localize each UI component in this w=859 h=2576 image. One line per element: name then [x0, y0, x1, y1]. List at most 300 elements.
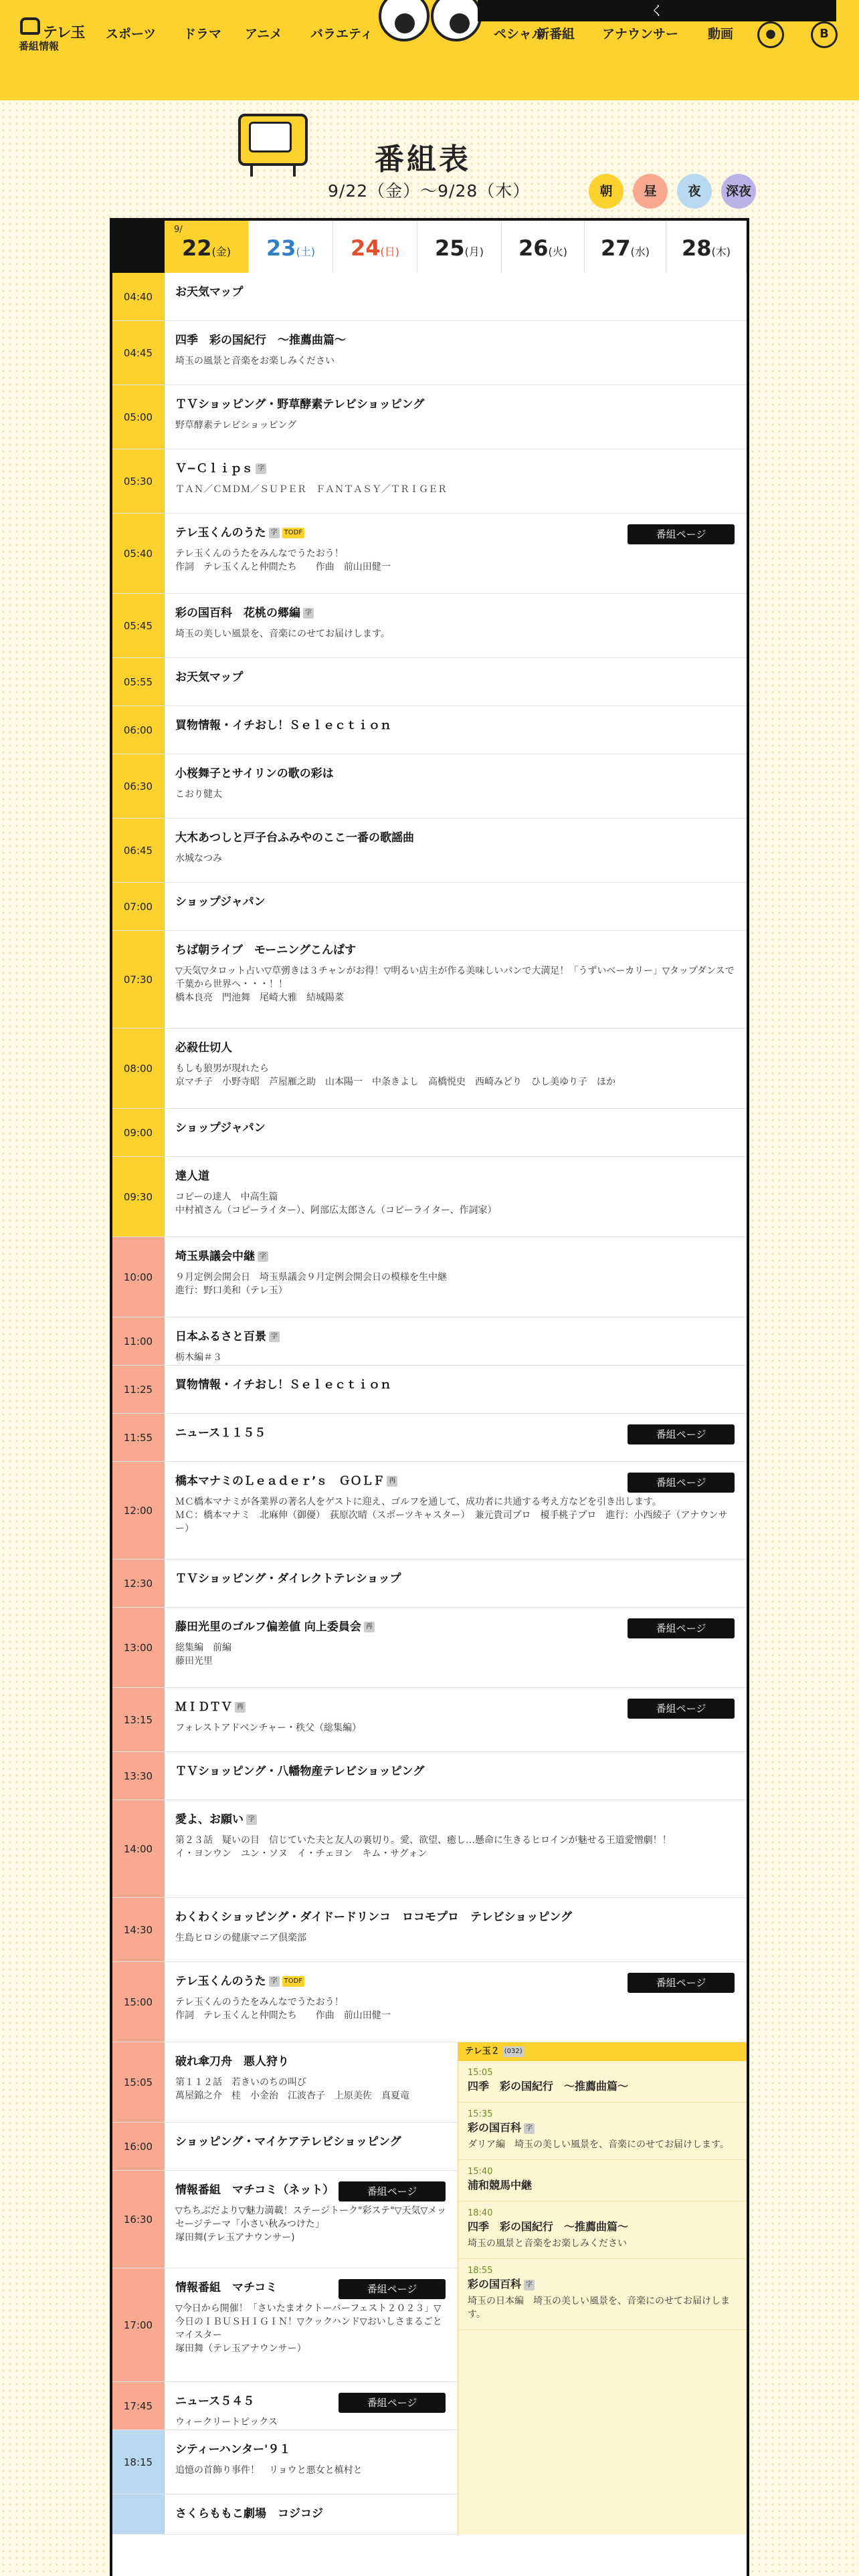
time-slot: 14:00 — [112, 1800, 165, 1897]
tele2-program[interactable] — [458, 2259, 747, 2330]
program-row — [112, 706, 747, 754]
program-detail: 京マチ子 小野寺昭 芦屋雁之助 山本陽一 中条きよし 高橋悦史 西崎みどり ひし美ゆり子 ほか — [175, 1077, 615, 1087]
program-cell[interactable] — [165, 2494, 458, 2534]
program-title[interactable] — [175, 2135, 447, 2149]
time-slot: 09:00 — [112, 1109, 165, 1156]
tele2-title — [468, 2121, 737, 2135]
time-slot: 18:15 — [112, 2430, 165, 2494]
tele2-title — [468, 2277, 737, 2292]
program-title[interactable] — [175, 766, 736, 781]
tele2-channel-badge: (032) — [502, 2046, 524, 2057]
program-row — [112, 2171, 458, 2268]
program-title[interactable] — [175, 1329, 736, 1344]
tele2-title-text: 四季 彩の国紀行 〜推薦曲篇〜 — [468, 2220, 629, 2233]
program-cell[interactable] — [165, 1317, 747, 1365]
program-row — [112, 2430, 458, 2494]
day-label — [249, 235, 332, 261]
b-icon[interactable]: B — [811, 21, 838, 48]
program-page-button[interactable]: 番組ページ — [628, 1424, 735, 1444]
day-tab-26[interactable] — [502, 221, 585, 273]
program-detail: 埼玉の美しい風景を、音楽にのせてお届けします。 — [175, 629, 390, 639]
program-detail: 第２３話 疑いの目 信じていた夫と友人の裏切り。愛、欲望、癒し…懸命に生きるヒロインが魅せる王道愛憎劇！！ — [175, 1835, 672, 1846]
nav-new-programs[interactable]: 新番組 — [537, 27, 575, 41]
time-slot: 06:30 — [112, 754, 165, 818]
program-row — [112, 2268, 458, 2382]
program-detail: 追憶の首飾り事件！ リョウと悪女と槙村と — [175, 2465, 363, 2476]
program-row — [112, 1688, 747, 1752]
program-title-text: 大木あつしと戸子台ふみやのここ一番の歌謡曲 — [175, 831, 414, 845]
caption-badge: 字 — [258, 1251, 268, 1262]
program-title[interactable] — [175, 1249, 736, 1264]
program-title[interactable] — [175, 285, 736, 300]
time-slot: 10:00 — [112, 1237, 165, 1317]
program-cell[interactable] — [165, 321, 747, 385]
caption-badge: 字 — [524, 2280, 535, 2290]
program-row — [112, 754, 747, 819]
tele2-program[interactable] — [458, 2103, 747, 2160]
time-slot — [112, 2494, 165, 2534]
day-header-corner — [112, 221, 165, 273]
time-slot: 12:00 — [112, 1462, 165, 1559]
time-slot: 08:00 — [112, 1029, 165, 1108]
program-detail: テレ玉くんのうたをみんなでうたおう！ — [175, 1997, 344, 2008]
tele2-header — [458, 2042, 747, 2061]
day-date: 25 — [434, 235, 465, 261]
time-slot: 06:00 — [112, 706, 165, 754]
logo-subtitle: 番組情報 — [19, 40, 60, 52]
program-detail: 萬屋錦之介 桂 小金治 江波杏子 上原美佐 真夏竜 — [175, 2090, 409, 2101]
day-tab-28[interactable] — [666, 221, 747, 273]
time-slot: 06:45 — [112, 819, 165, 882]
day-tab-23[interactable] — [249, 221, 333, 273]
nav-announcers[interactable]: アナウンサー — [602, 27, 679, 41]
nav-sports[interactable]: スポーツ — [106, 27, 157, 41]
program-row — [112, 321, 747, 385]
program-cell[interactable] — [165, 819, 747, 882]
program-page-button[interactable]: 番組ページ — [628, 524, 735, 544]
program-title-text: 買物情報・イチおし！Ｓｅｌｅｃｔｉｏｎ — [175, 719, 391, 732]
program-title[interactable] — [175, 943, 736, 958]
time-slot: 04:45 — [112, 321, 165, 385]
tele2-title-text: 彩の国百科 — [468, 2121, 522, 2134]
tele2-program[interactable] — [458, 2160, 747, 2202]
day-of-week: (金) — [211, 245, 231, 258]
program-cell[interactable] — [165, 514, 747, 593]
time-slot: 05:55 — [112, 658, 165, 706]
program-title-text: ニュース１１５５ — [175, 1426, 266, 1440]
program-title[interactable] — [175, 1812, 736, 1827]
time-slot: 11:00 — [112, 1317, 165, 1365]
user-icon[interactable]: ● — [757, 21, 784, 48]
program-title-text: 破れ傘刀舟 悪人狩り — [175, 2055, 289, 2068]
program-cell[interactable] — [165, 449, 747, 513]
program-cell[interactable] — [165, 1462, 747, 1559]
caption-badge: 字 — [246, 1814, 257, 1825]
program-cell[interactable] — [165, 883, 747, 930]
program-title[interactable] — [175, 606, 736, 621]
tele2-channel-panel — [458, 2042, 747, 2535]
program-cell[interactable] — [165, 706, 747, 754]
tele2-time: 15:40 — [468, 2167, 493, 2177]
program-title-text: ＴＶショッピング・野草酵素テレビショッピング — [175, 398, 425, 411]
time-slot: 09:30 — [112, 1157, 165, 1237]
program-detail: イ・ヨンウン ユン・ソヌ イ・チェヨン キム・サグォン — [175, 1848, 427, 1859]
day-date: 22 — [181, 235, 212, 261]
tele2-title-text: 浦和競馬中継 — [468, 2179, 533, 2191]
program-detail: ＭＣ橋本マナミが各業界の著名人をゲストに迎え、ゴルフを通して、成功者に共通する考え方などを引き出します。 — [175, 1497, 662, 1507]
program-row — [112, 819, 747, 883]
program-title-text: テレ玉くんのうた — [175, 1975, 266, 1988]
program-detail: 塚田舞（テレ玉アナウンサー） — [175, 2343, 306, 2354]
caption-badge: 再 — [364, 1622, 375, 1632]
program-detail: 第１１２話 若きいのちの叫び — [175, 2077, 306, 2088]
nav-videos[interactable]: 動画 — [708, 27, 734, 41]
time-slot: 12:30 — [112, 1560, 165, 1607]
program-title-text: ＭＩＤＴＶ — [175, 1701, 232, 1714]
nav-anime[interactable]: アニメ — [245, 27, 283, 41]
program-detail: テレ玉くんのうたをみんなでうたおう！ — [175, 548, 344, 559]
program-row — [112, 1560, 747, 1608]
program-title-text: 埼玉県議会中継 — [175, 1250, 255, 1263]
program-row — [112, 385, 747, 449]
program-page-button[interactable]: 番組ページ — [339, 2279, 446, 2299]
day-of-week: (木) — [711, 245, 731, 258]
program-title[interactable] — [175, 1169, 736, 1184]
program-title-text: 必殺仕切人 — [175, 1041, 232, 1055]
program-title-text: テレ玉くんのうた — [175, 526, 266, 540]
tele2-time: 15:05 — [468, 2068, 493, 2078]
day-date: 24 — [350, 235, 381, 261]
tele2-program[interactable] — [458, 2061, 747, 2103]
day-label — [585, 235, 666, 261]
program-detail: もしも狼男が現れたら — [175, 1063, 269, 1074]
time-slot: 05:30 — [112, 449, 165, 513]
program-cell[interactable] — [165, 1752, 747, 1800]
tele2-desc: 埼玉の日本編 埼玉の美しい風景を、音楽にのせてお届けします。 — [468, 2296, 730, 2320]
tele2-title-text: 四季 彩の国紀行 〜推薦曲篇〜 — [468, 2080, 629, 2092]
day-tab-27[interactable] — [585, 221, 666, 273]
program-title-text: 小桜舞子とサイリンの歌の彩は — [175, 767, 334, 780]
tele2-time: 18:55 — [468, 2266, 493, 2276]
program-title-text: 愛よ、お願い — [175, 1813, 244, 1826]
program-title-text: ショップジャパン — [175, 895, 266, 909]
program-detail: ▽ちちぶだより▽魅力満載！ステージトーク"彩ステ"▽天気▽メッセージテーマ「小さい秋みつけた」 — [175, 2206, 447, 2230]
caption-badge: 再 — [235, 1702, 246, 1713]
program-row — [112, 1157, 747, 1237]
caption-badge: 字 — [269, 1976, 280, 1987]
day-date: 23 — [266, 235, 296, 261]
program-detail: 塚田舞(テレ玉アナウンサー) — [175, 2232, 295, 2243]
day-label — [417, 235, 501, 261]
program-cell[interactable] — [165, 1414, 747, 1461]
time-slot: 15:05 — [112, 2042, 165, 2122]
program-title-text: 情報番組 マチコミ — [175, 2281, 278, 2294]
program-detail: コピーの達人 中高生篇 — [175, 1192, 278, 1202]
program-row — [112, 1800, 747, 1898]
program-title-text: 日本ふるさと百景 — [175, 1330, 266, 1344]
program-title-text: ちば朝ライブ モーニングこんぱす — [175, 944, 356, 957]
header-banner[interactable] — [478, 0, 836, 21]
program-title[interactable] — [175, 1041, 736, 1055]
program-cell[interactable] — [165, 1608, 747, 1687]
program-title[interactable] — [175, 1572, 736, 1586]
caption-badge: 字 — [269, 528, 280, 538]
program-title-text: 四季 彩の国紀行 〜推薦曲篇〜 — [175, 334, 346, 347]
time-slot: 07:30 — [112, 931, 165, 1028]
program-title-text: Ｖ−Ｃｌｉｐｓ — [175, 462, 254, 475]
day-label — [666, 235, 746, 261]
program-row — [112, 1608, 747, 1688]
program-page-button[interactable]: 番組ページ — [628, 1473, 735, 1493]
program-row — [112, 2123, 458, 2171]
day-month: 9/ — [174, 225, 183, 235]
program-title[interactable] — [175, 831, 736, 845]
program-cell[interactable] — [165, 594, 747, 657]
program-detail: ▽天気▽タロット占い▽草彅きは３チャンがお得！▽明るい店主が作る美味しいパンで大満足！「うずいベーカリー」▽タップダンスで千葉から世界へ・・・！！ — [175, 966, 735, 990]
program-cell[interactable] — [165, 2430, 458, 2494]
program-row — [112, 1898, 747, 1962]
program-row — [112, 1029, 747, 1109]
tele2-title — [468, 2079, 737, 2094]
day-of-week: (火) — [548, 245, 568, 258]
caption-badge: 再 — [387, 1476, 397, 1487]
tv-logo-icon — [20, 17, 40, 35]
time-slot: 13:30 — [112, 1752, 165, 1800]
program-title-text: お天気マップ — [175, 671, 244, 684]
tv-mascot-icon — [238, 114, 312, 178]
day-of-week: (月) — [464, 245, 484, 258]
filter-night-button[interactable]: 夜 — [677, 174, 712, 209]
program-detail: ＴＡＮ／ＣＭＤＭ／ＳＵＰＥＲ ＦＡＮＴＡＳＹ／ＴＲＩＧＥＲ — [175, 484, 447, 495]
program-title[interactable] — [175, 2506, 447, 2521]
day-of-week: (日) — [380, 245, 400, 258]
time-slot: 15:00 — [112, 1962, 165, 2042]
time-slot: 05:40 — [112, 514, 165, 593]
tele2-desc: 埼玉の風景と音楽をお楽しみください — [468, 2238, 627, 2249]
nav-variety[interactable]: バラエティ — [310, 27, 373, 41]
logo-text: テレ玉 — [43, 25, 85, 41]
program-detail: 生島ヒロシの健康マニア倶楽部 — [175, 1933, 306, 1943]
program-row — [112, 594, 747, 658]
program-cell[interactable] — [165, 1366, 747, 1413]
day-date: 26 — [518, 235, 549, 261]
program-title-text: 橋本マナミのＬｅａｄｅｒ’ｓ ＧＯＬＦ — [175, 1475, 385, 1488]
time-slot: 05:45 — [112, 594, 165, 657]
program-row — [112, 449, 747, 514]
program-title[interactable] — [175, 2442, 447, 2457]
day-tab-25[interactable] — [417, 221, 502, 273]
program-row — [112, 883, 747, 931]
site-header — [0, 0, 859, 100]
program-title-text: ＴＶショッピング・八幡物産テレビショッピング — [175, 1765, 425, 1778]
program-detail: ウィークリートピックス — [175, 2417, 278, 2428]
program-detail: 作詞 テレ玉くんと仲間たち 作曲 前山田健一 — [175, 2010, 391, 2021]
time-slot: 16:00 — [112, 2123, 165, 2170]
program-cell[interactable] — [165, 1109, 747, 1156]
program-row — [112, 658, 747, 706]
program-row — [112, 931, 747, 1029]
program-detail: フォレストアドベンチャー・秩父（総集編） — [175, 1723, 362, 1733]
tele2-title — [468, 2178, 737, 2193]
program-title-text: 買物情報・イチおし！Ｓｅｌｅｃｔｉｏｎ — [175, 1378, 391, 1392]
program-row — [112, 1366, 747, 1414]
program-title-text: ニュース５４５ — [175, 2395, 255, 2408]
program-cell[interactable] — [165, 1898, 747, 1961]
day-label — [333, 235, 417, 261]
time-slot: 05:00 — [112, 385, 165, 449]
program-detail: 藤田光里 — [175, 1656, 213, 1667]
program-row — [112, 1414, 747, 1462]
program-detail: 野草酵素テレビショッピング — [175, 420, 297, 431]
time-slot: 13:00 — [112, 1608, 165, 1687]
program-detail: ＭＣ：橋本マナミ 北麻伸（御優） 荻原次晴（スポーツキャスター） 兼元貴司プロ 榎手桃子プロ 進行：小西綾子（アナウンサー） — [175, 1510, 728, 1534]
program-row — [112, 2042, 458, 2123]
program-schedule — [110, 218, 749, 2576]
program-detail: 水城なつみ — [175, 853, 222, 864]
program-detail: ９月定例会開会日 埼玉県議会９月定例会開会日の模様を生中継 — [175, 1272, 447, 1283]
caption-badge: 字 — [524, 2123, 535, 2134]
tele2-title-text: 彩の国百科 — [468, 2278, 522, 2290]
filter-morning-button[interactable]: 朝 — [589, 174, 624, 209]
program-cell[interactable] — [165, 2042, 458, 2122]
program-title-text: ＴＶショッピング・ダイレクトテレショップ — [175, 1572, 401, 1586]
program-detail: 作詞 テレ玉くんと仲間たち 作曲 前山田健一 — [175, 562, 391, 572]
program-title-text: ショップジャパン — [175, 1121, 266, 1135]
program-detail: 中村禎さん（コピーライター）、阿部広太郎さん（コピーライター、作詞家） — [175, 1205, 497, 1216]
page-title: 番組表 — [375, 142, 471, 177]
program-title[interactable] — [175, 670, 736, 685]
program-title-text: シティーハンター'９１ — [175, 2443, 291, 2456]
program-cell[interactable] — [165, 1237, 747, 1317]
program-cell[interactable] — [165, 2171, 458, 2268]
program-cell[interactable] — [165, 1800, 747, 1897]
tele2-program[interactable] — [458, 2202, 747, 2259]
time-slot: 13:15 — [112, 1688, 165, 1751]
program-title[interactable] — [175, 333, 736, 348]
program-cell[interactable] — [165, 2123, 458, 2170]
time-slot: 11:25 — [112, 1366, 165, 1413]
program-page-button[interactable]: 番組ページ — [628, 1973, 735, 1993]
program-title[interactable] — [175, 1910, 736, 1925]
tele2-name: テレ玉２ — [465, 2046, 500, 2056]
program-detail: 埼玉の風景と音楽をお楽しみください — [175, 356, 335, 366]
program-title[interactable] — [175, 895, 736, 909]
time-slot: 04:40 — [112, 273, 165, 320]
program-title[interactable] — [175, 2054, 447, 2069]
day-tab-22[interactable] — [165, 221, 249, 273]
program-detail: 総集編 前編 — [175, 1642, 231, 1653]
program-row — [112, 514, 747, 594]
filter-daytime-button[interactable]: 昼 — [633, 174, 668, 209]
todf-badge: TODF — [282, 528, 304, 538]
time-slot: 14:30 — [112, 1898, 165, 1961]
time-slot: 07:00 — [112, 883, 165, 930]
program-detail: 栃木編＃３ — [175, 1352, 222, 1363]
time-slot: 17:00 — [112, 2268, 165, 2381]
program-title-text: お天気マップ — [175, 286, 244, 299]
program-cell[interactable] — [165, 2268, 458, 2381]
tele2-time: 15:35 — [468, 2109, 493, 2119]
program-row — [112, 1462, 747, 1560]
program-title-text: 藤田光里のゴルフ偏差値 向上委員会 — [175, 1620, 361, 1634]
program-row — [112, 2494, 458, 2535]
program-detail: ▽今日から開催！「さいたまオクトーバーフェスト２０２３」▽今日のＩＢＵＳＨＩＧＩＮ！▽クックハンド▽おいしさまるごとマイスター — [175, 2303, 442, 2341]
program-title-text: わくわくショッピング・ダイドードリンコ ロコモプロ テレビショッピング — [175, 1911, 572, 1924]
program-cell[interactable] — [165, 1560, 747, 1607]
day-tab-24[interactable] — [333, 221, 417, 273]
program-title-text: 彩の国百科 花桃の郷編 — [175, 607, 300, 620]
program-row — [112, 1752, 747, 1800]
day-label — [502, 235, 584, 261]
program-cell[interactable] — [165, 1029, 747, 1108]
tele-tama-logo[interactable] — [16, 12, 90, 52]
program-row — [112, 2382, 458, 2430]
day-date: 27 — [600, 235, 631, 261]
program-cell[interactable] — [165, 1157, 747, 1237]
program-title[interactable] — [175, 461, 736, 476]
program-detail: こおり健太 — [175, 789, 222, 800]
program-cell[interactable] — [165, 273, 747, 320]
time-slot: 16:30 — [112, 2171, 165, 2268]
program-title[interactable] — [175, 718, 736, 733]
program-row — [112, 273, 747, 321]
filter-late-night-button[interactable]: 深夜 — [721, 174, 756, 209]
caption-badge: 字 — [256, 463, 266, 474]
tele2-title — [468, 2220, 737, 2234]
program-cell[interactable] — [165, 754, 747, 818]
caption-badge: 字 — [303, 608, 314, 619]
program-cell[interactable] — [165, 1688, 747, 1751]
caption-badge: 字 — [269, 1331, 280, 1342]
tele2-time: 18:40 — [468, 2208, 493, 2218]
program-page-button[interactable]: 番組ページ — [339, 2181, 446, 2202]
tele2-desc: ダリア編 埼玉の美しい風景を、音楽にのせてお届けします。 — [468, 2139, 729, 2150]
program-cell[interactable] — [165, 385, 747, 449]
program-title-text: 達人道 — [175, 1170, 209, 1183]
program-cell[interactable] — [165, 658, 747, 706]
program-title[interactable] — [175, 1121, 736, 1136]
program-row — [112, 1237, 747, 1317]
day-of-week: (土) — [296, 245, 316, 258]
program-page-button[interactable]: 番組ページ — [339, 2393, 446, 2413]
program-title[interactable] — [175, 397, 736, 412]
header-wave-divider — [0, 86, 859, 106]
program-row — [112, 1109, 747, 1157]
program-title[interactable] — [175, 1378, 736, 1392]
program-title[interactable] — [175, 1764, 736, 1779]
nav-drama[interactable]: ドラマ — [183, 27, 222, 41]
date-range: 9/22（金）〜9/28（木） — [328, 181, 531, 201]
program-detail: 進行：野口美和（テレ玉） — [175, 1285, 288, 1296]
program-title-text: ショッピング・マイケアテレビショッピング — [175, 2135, 401, 2149]
program-cell[interactable] — [165, 1962, 747, 2042]
time-slot: 17:45 — [112, 2382, 165, 2430]
program-row — [112, 1962, 747, 2042]
mascot-eyes-icon — [379, 0, 486, 44]
banner-arrow-text: く — [650, 3, 664, 19]
program-cell[interactable] — [165, 2382, 458, 2430]
time-slot: 11:55 — [112, 1414, 165, 1461]
program-page-button[interactable]: 番組ページ — [628, 1699, 735, 1719]
day-date: 28 — [681, 235, 712, 261]
program-row — [112, 1317, 747, 1366]
nav-special[interactable]: ペシャル — [494, 27, 545, 41]
program-title-text: さくらももこ劇場 コジコジ — [175, 2507, 323, 2520]
program-cell[interactable] — [165, 931, 747, 1028]
program-title-text: 情報番組 マチコミ（ネット） — [175, 2183, 335, 2197]
program-page-button[interactable]: 番組ページ — [628, 1618, 735, 1638]
todf-badge: TODF — [282, 1976, 304, 1987]
